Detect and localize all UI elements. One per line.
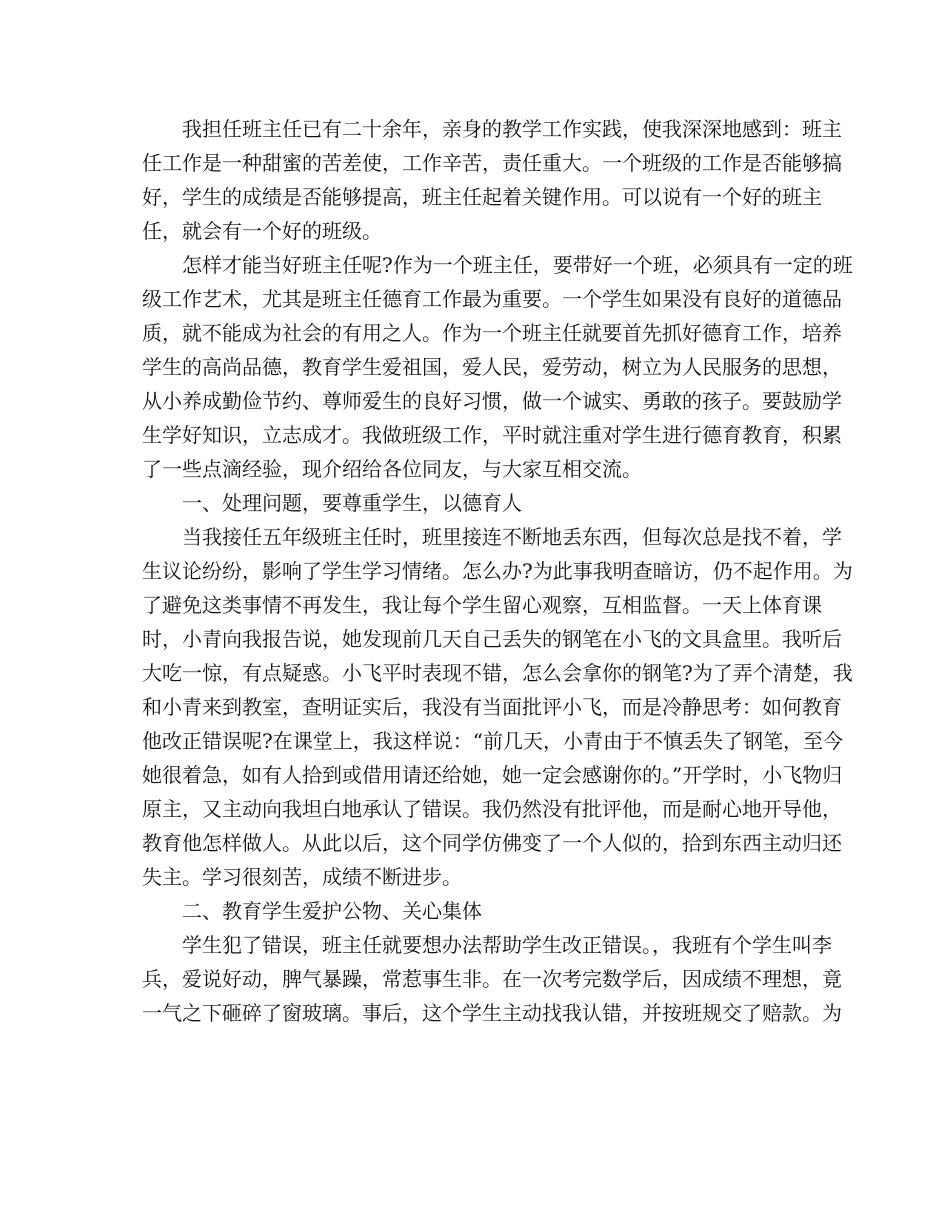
text-line: 质，就不能成为社会的有用之人。作为一个班主任就要首先抓好德育工作，培养: [142, 321, 842, 345]
text-line: 了一些点滴经验，现介绍给各位同友，与大家互相交流。: [142, 457, 642, 481]
text-line: 学生的高尚品德，教育学生爱祖国，爱人民，爱劳动，树立为人民服务的思想，: [142, 355, 842, 379]
text-line: 级工作艺术，尤其是班主任德育工作最为重要。一个学生如果没有良好的道德品: [142, 287, 842, 311]
text-line: 好，学生的成绩是否能够提高，班主任起着关键作用。可以说有一个好的班主: [142, 185, 822, 209]
text-line: 了避免这类事情不再发生，我让每个学生留心观察，互相监督。一天上体育课: [142, 593, 822, 617]
document-body: [142, 112, 853, 1030]
text-line: 任，就会有一个好的班级。: [142, 219, 382, 243]
text-line: 当我接任五年级班主任时，班里接连不断地丢东西，但每次总是找不着，学: [182, 525, 842, 549]
text-line: 生议论纷纷，影响了学生学习情绪。怎么办?为此事我明查暗访，仍不起作用。为: [142, 559, 853, 583]
text-line: 时，小青向我报告说，她发现前几天自己丢失的钢笔在小飞的文具盒里。我听后: [142, 627, 842, 651]
text-line: 和小青来到教室，查明证实后，我没有当面批评小飞，而是冷静思考：如何教育: [142, 695, 842, 719]
text-line: 原主，又主动向我坦白地承认了错误。我仍然没有批评他，而是耐心地开导他，: [142, 797, 842, 821]
text-line: 她很着急，如有人拾到或借用请还给她，她一定会感谢你的。”开学时，小飞物归: [142, 763, 843, 787]
text-line: 学生犯了错误，班主任就要想办法帮助学生改正错误。，我班有个学生叫李: [182, 933, 832, 957]
text-line: 一气之下砸碎了窗玻璃。事后，这个学生主动找我认错，并按班规交了赔款。为: [142, 1001, 842, 1025]
text-line: 任工作是一种甜蜜的苦差使，工作辛苦，责任重大。一个班级的工作是否能够搞: [142, 151, 842, 175]
text-line: 怎样才能当好班主任呢?作为一个班主任，要带好一个班，必须具有一定的班: [182, 253, 853, 277]
text-line: 从小养成勤俭节约、尊师爱生的良好习惯，做一个诚实、勇敢的孩子。要鼓励学: [142, 389, 842, 413]
section-heading: 二、教育学生爱护公物、关心集体: [182, 899, 482, 923]
text-line: 教育他怎样做人。从此以后，这个同学仿佛变了一个人似的，拾到东西主动归还: [142, 831, 842, 855]
text-line: 生学好知识，立志成才。我做班级工作，平时就注重对学生进行德育教育，积累: [142, 423, 842, 447]
text-line: 我担任班主任已有二十余年，亲身的教学工作实践，使我深深地感到：班主: [182, 117, 842, 141]
text-line: 大吃一惊，有点疑惑。小飞平时表现不错，怎么会拿你的钢笔?为了弄个清楚，我: [142, 661, 853, 685]
section-heading: 一、处理问题，要尊重学生，以德育人: [182, 491, 522, 515]
text-line: 失主。学习很刻苦，成绩不断进步。: [142, 865, 462, 889]
text-line: 兵，爱说好动，脾气暴躁，常惹事生非。在一次考完数学后，因成绩不理想，竟: [142, 967, 842, 991]
text-line: 他改正错误呢?在课堂上，我这样说：“前几天，小青由于不慎丢失了钢笔，至今: [142, 729, 843, 753]
